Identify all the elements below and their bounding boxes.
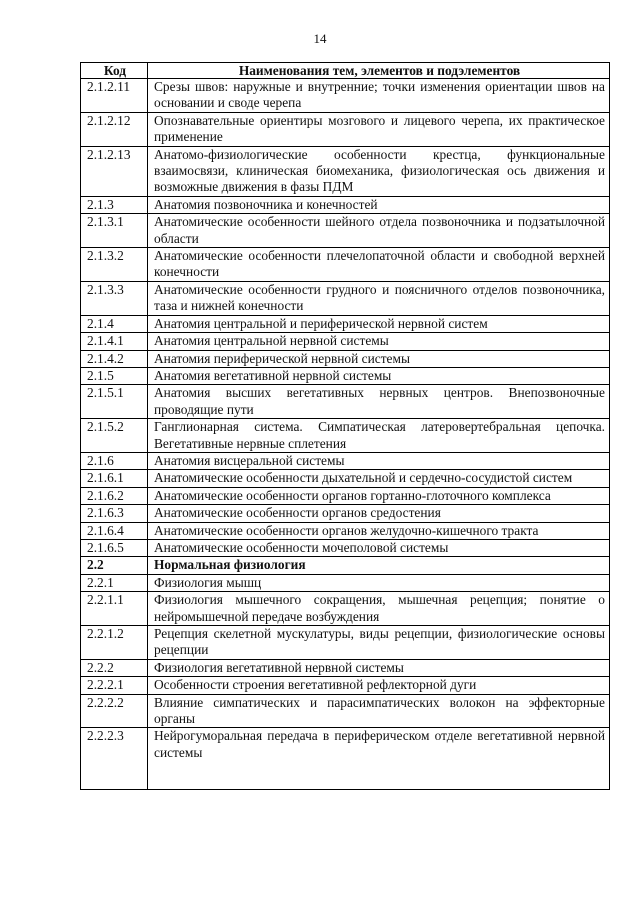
row-name: Анатомия периферической нервной системы <box>148 350 610 367</box>
table-row <box>81 626 610 660</box>
row-code: 2.1.5.1 <box>81 385 148 419</box>
row-code: 2.2.1 <box>81 574 148 591</box>
row-name: Анатомические особенности грудного и поясничного отделов позвоночника, таза и нижней конечности <box>148 281 610 315</box>
row-code: 2.1.6 <box>81 452 148 469</box>
row-code: 2.2 <box>81 557 148 574</box>
table-row <box>81 385 610 419</box>
row-name: Влияние симпатических и парасимпатических волокон на эффекторные органы <box>148 694 610 728</box>
table-row <box>81 112 610 146</box>
table-row <box>81 694 610 728</box>
row-code: 2.1.4.1 <box>81 333 148 350</box>
table-row <box>81 728 610 761</box>
table-row <box>81 522 610 539</box>
row-code: 2.2.1.1 <box>81 592 148 626</box>
table-row <box>81 557 610 574</box>
curriculum-table <box>80 62 610 790</box>
table-row <box>81 659 610 676</box>
row-name: Физиология вегетативной нервной системы <box>148 659 610 676</box>
table-row <box>81 214 610 248</box>
table-row-continuation <box>81 761 610 790</box>
table-row <box>81 592 610 626</box>
table-row <box>81 452 610 469</box>
row-name: Анатомо-физиологические особенности крестца, функциональные взаимосвязи, клиническая биомеханика, физиологическая ось движения и возможные движения в фазы ПДМ <box>148 146 610 196</box>
header-code: Код <box>81 63 148 79</box>
row-code: 2.2.2.3 <box>81 728 148 761</box>
table-row <box>81 505 610 522</box>
row-name: Анатомические особенности органов гортанно-глоточного комплекса <box>148 487 610 504</box>
row-name: Анатомические особенности органов средостения <box>148 505 610 522</box>
row-name: Анатомия позвоночника и конечностей <box>148 196 610 213</box>
table-row <box>81 574 610 591</box>
table-row <box>81 146 610 196</box>
row-name: Анатомические особенности органов желудочно-кишечного тракта <box>148 522 610 539</box>
row-name: Физиология мышечного сокращения, мышечная рецепция; понятие о нейромышечной передаче возбуждения <box>148 592 610 626</box>
row-code: 2.1.3.3 <box>81 281 148 315</box>
row-code: 2.1.5.2 <box>81 419 148 453</box>
row-name: Анатомические особенности мочеполовой системы <box>148 539 610 556</box>
row-code: 2.1.6.1 <box>81 470 148 487</box>
table-row <box>81 677 610 694</box>
row-name: Анатомические особенности шейного отдела позвоночника и подзатылочной области <box>148 214 610 248</box>
table-header-row <box>81 63 610 79</box>
table-row <box>81 487 610 504</box>
table-row <box>81 350 610 367</box>
row-code: 2.1.6.2 <box>81 487 148 504</box>
row-code: 2.1.2.13 <box>81 146 148 196</box>
table-row <box>81 539 610 556</box>
row-name: Анатомические особенности плечелопаточной области и свободной верхней конечности <box>148 248 610 282</box>
row-name: Опознавательные ориентиры мозгового и лицевого черепа, их практическое применение <box>148 112 610 146</box>
table-row <box>81 419 610 453</box>
row-code: 2.2.2.2 <box>81 694 148 728</box>
row-code: 2.1.4 <box>81 315 148 332</box>
row-code: 2.1.2.12 <box>81 112 148 146</box>
row-name: Нейрогуморальная передача в периферическом отделе вегетативной нервной системы <box>148 728 610 761</box>
row-code: 2.1.4.2 <box>81 350 148 367</box>
row-name: Особенности строения вегетативной рефлекторной дуги <box>148 677 610 694</box>
empty-cell <box>148 761 610 790</box>
empty-cell <box>81 761 148 790</box>
table-row <box>81 367 610 384</box>
row-name: Нормальная физиология <box>148 557 610 574</box>
table-row <box>81 281 610 315</box>
row-code: 2.2.2.1 <box>81 677 148 694</box>
table-row <box>81 470 610 487</box>
row-code: 2.1.6.5 <box>81 539 148 556</box>
header-name: Наименования тем, элементов и подэлементов <box>148 63 610 79</box>
row-name: Ганглионарная система. Симпатическая латеровертебральная цепочка. Вегетативные нервные сплетения <box>148 419 610 453</box>
row-name: Анатомия центральной нервной системы <box>148 333 610 350</box>
row-name: Физиология мышц <box>148 574 610 591</box>
row-code: 2.1.2.11 <box>81 79 148 113</box>
table-row <box>81 79 610 113</box>
row-code: 2.1.3.1 <box>81 214 148 248</box>
row-code: 2.2.1.2 <box>81 626 148 660</box>
row-code: 2.1.5 <box>81 367 148 384</box>
row-name: Анатомические особенности дыхательной и сердечно-сосудистой систем <box>148 470 610 487</box>
page-number: 14 <box>313 31 327 46</box>
row-name: Срезы швов: наружные и внутренние; точки изменения ориентации швов на основании и своде черепа <box>148 79 610 113</box>
row-name: Анатомия вегетативной нервной системы <box>148 367 610 384</box>
table-row <box>81 248 610 282</box>
row-code: 2.1.6.4 <box>81 522 148 539</box>
row-name: Рецепция скелетной мускулатуры, виды рецепции, физиологические основы рецепции <box>148 626 610 660</box>
table-row <box>81 315 610 332</box>
table-row <box>81 333 610 350</box>
row-code: 2.1.6.3 <box>81 505 148 522</box>
row-name: Анатомия висцеральной системы <box>148 452 610 469</box>
row-code: 2.1.3 <box>81 196 148 213</box>
row-code: 2.2.2 <box>81 659 148 676</box>
row-code: 2.1.3.2 <box>81 248 148 282</box>
table-row <box>81 196 610 213</box>
row-name: Анатомия центральной и периферической нервной систем <box>148 315 610 332</box>
row-name: Анатомия высших вегетативных нервных центров. Внепозвоночные проводящие пути <box>148 385 610 419</box>
table-body <box>81 79 610 790</box>
